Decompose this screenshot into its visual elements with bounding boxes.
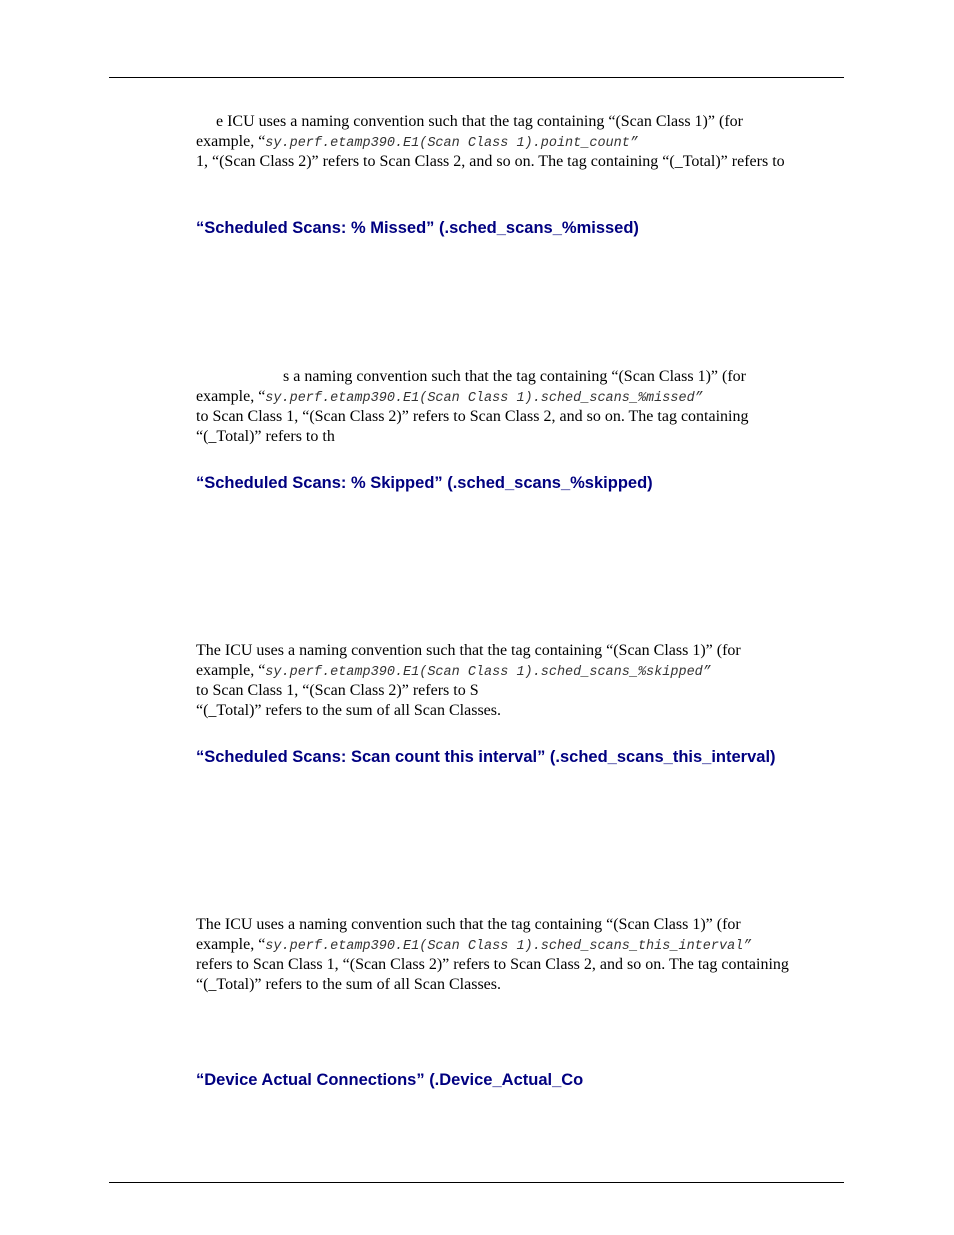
paragraph-line: refers to Scan Class 1, “(Scan Class 2)” refers to Scan Class 2, and so on. The tag containing [196,956,789,973]
paragraph-text: example, “ [196,662,266,679]
paragraph-text: example, “ [196,388,266,405]
paragraph-line [196,387,748,407]
tag-code: sy.perf.etamp390.E1(Scan Class 1).point_count” [265,136,638,151]
paragraph-text: example, “ [196,936,266,953]
section-heading-missed: “Scheduled Scans: % Missed” (.sched_scans_%missed) [196,219,639,237]
footer-rule [109,1182,844,1183]
tag-code: sy.perf.etamp390.E1(Scan Class 1).sched_scans_%missed” [265,391,703,406]
header-rule [109,77,844,78]
paragraph-scan-class-skipped [196,641,741,721]
paragraph-line: s a naming convention such that the tag containing “(Scan Class 1)” (for [283,368,746,385]
paragraph-line: to Scan Class 1, “(Scan Class 2)” refers to S [196,682,479,699]
tag-code: sy.perf.etamp390.E1(Scan Class 1).sched_scans_this_interval” [265,939,752,954]
paragraph-line [196,935,789,955]
section-heading-skipped: “Scheduled Scans: % Skipped” (.sched_scans_%skipped) [196,474,653,492]
section-heading-this-interval: “Scheduled Scans: Scan count this interval” (.sched_scans_this_interval) [196,748,776,766]
paragraph-line: The ICU uses a naming convention such that the tag containing “(Scan Class 1)” (for [196,916,741,933]
paragraph-line: 1, “(Scan Class 2)” refers to Scan Class 2, and so on. The tag containing “(_Total)” refers to [196,153,785,170]
paragraph-line [196,132,785,152]
paragraph-scan-class-missed [196,367,748,447]
paragraph-line: The ICU uses a naming convention such that the tag containing “(Scan Class 1)” (for [196,642,741,659]
paragraph-line: e ICU uses a naming convention such that the tag containing “(Scan Class 1)” (for [216,113,743,130]
paragraph-line: “(_Total)” refers to the sum of all Scan Classes. [196,702,502,719]
tag-code: sy.perf.etamp390.E1(Scan Class 1).sched_scans_%skipped” [265,665,711,680]
paragraph-scan-class-point-count [196,112,785,172]
paragraph-scan-class-this-interval [196,915,789,995]
paragraph-line: “(_Total)” refers to the sum of all Scan Classes. [196,976,502,993]
paragraph-line [196,661,741,681]
paragraph-text: example, “ [196,133,266,150]
paragraph-line: to Scan Class 1, “(Scan Class 2)” refers to Scan Class 2, and so on. The tag containing [196,408,749,425]
paragraph-line: “(_Total)” refers to th [196,428,335,445]
section-heading-device-actual-connections: “Device Actual Connections” (.Device_Actual_Co [196,1071,584,1089]
